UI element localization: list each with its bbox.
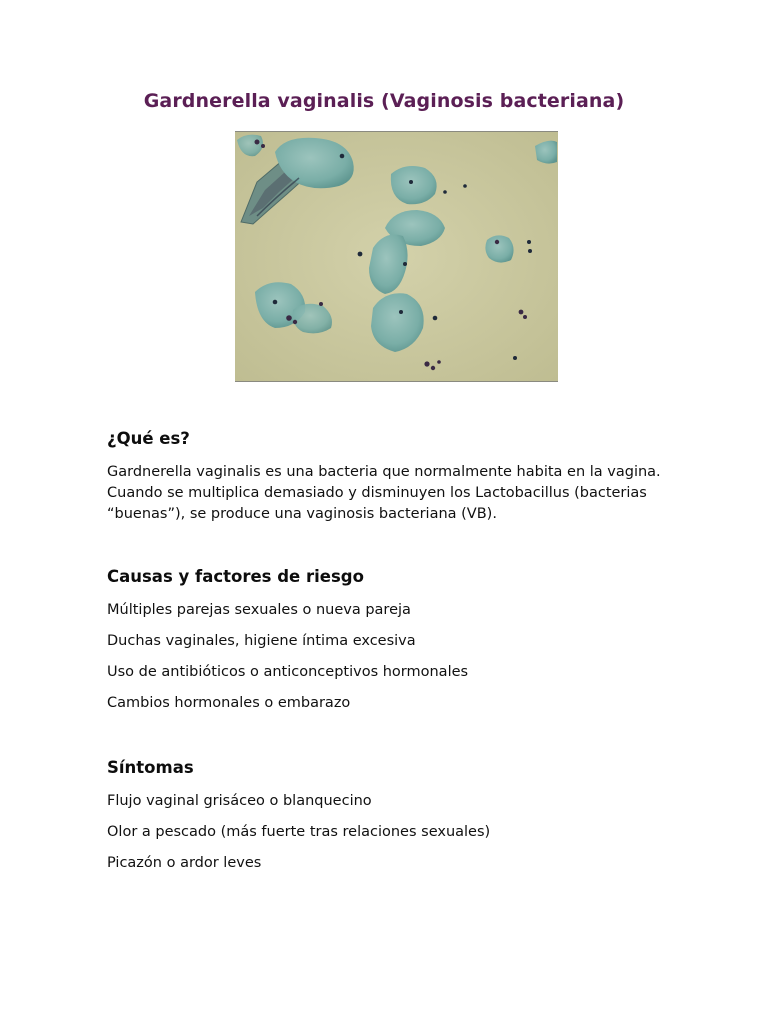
section-heading: ¿Qué es? [107,429,190,448]
section-heading: Causas y factores de riesgo [107,567,364,586]
section-paragraph: Gardnerella vaginalis es una bacteria que normalmente habita en la vagina. Cuando se multiplica demasiado y disminuyen los Lactobacillus (bacterias “buenas”), se produce una vaginosis bacteriana (VB). [107,464,661,522]
section-heading: Síntomas [107,758,194,777]
list-item: Cambios hormonales o embarazo [107,695,351,711]
page-title: Gardnerella vaginalis (Vaginosis bacteriana) [143,90,625,112]
section-causas [107,566,667,724]
micrograph-illustration [235,132,558,381]
list-item: Picazón o ardor leves [107,855,262,871]
list-item: Olor a pescado (más fuerte tras relaciones sexuales) [107,824,491,840]
list-item: Uso de antibióticos o anticonceptivos hormonales [107,664,469,680]
micrograph-image [235,131,558,382]
list-item: Flujo vaginal grisáceo o blanquecino [107,793,372,809]
section-sintomas [107,757,667,884]
list-item: Múltiples parejas sexuales o nueva pareja [107,602,411,618]
section-que-es [107,428,667,525]
list-item: Duchas vaginales, higiene íntima excesiva [107,633,416,649]
